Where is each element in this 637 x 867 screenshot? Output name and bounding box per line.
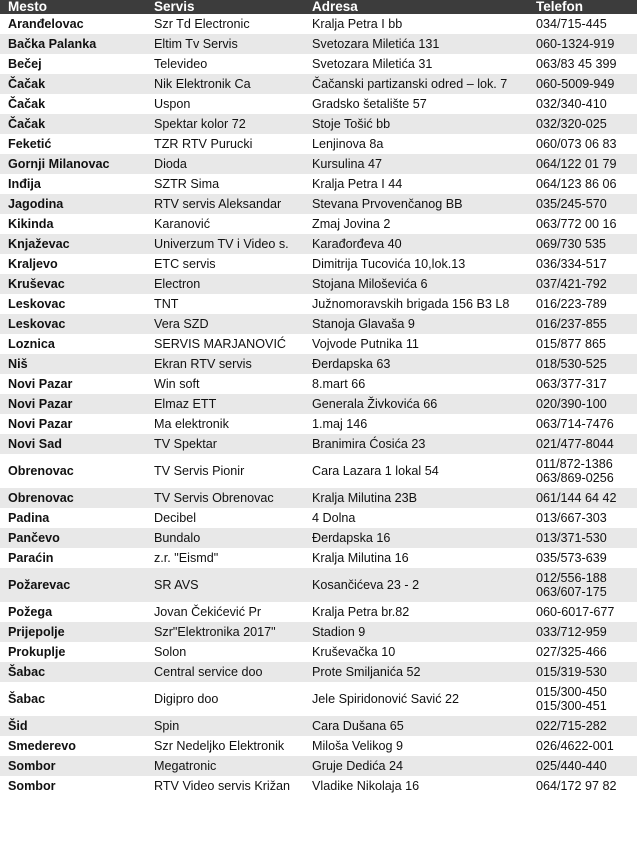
city-cell: Požarevac: [0, 568, 146, 602]
service-cell: Win soft: [146, 374, 304, 394]
table-row: [0, 528, 637, 548]
service-cell: Karanović: [146, 214, 304, 234]
service-cell: Decibel: [146, 508, 304, 528]
address-cell: Dimitrija Tucovića 10,lok.13: [304, 254, 528, 274]
phone-cell: [528, 434, 637, 454]
phone-cell: [528, 154, 637, 174]
table-row: [0, 642, 637, 662]
phone-cell: [528, 74, 637, 94]
phone-number: 033/712-959: [536, 625, 607, 639]
table-row: [0, 394, 637, 414]
city-cell: Padina: [0, 508, 146, 528]
phone-cell: [528, 254, 637, 274]
phone-number: 035/245-570: [536, 197, 607, 211]
service-cell: Bundalo: [146, 528, 304, 548]
phone-cell: [528, 274, 637, 294]
address-cell: Generala Živkovića 66: [304, 394, 528, 414]
address-cell: Čačanski partizanski odred – lok. 7: [304, 74, 528, 94]
phone-cell: [528, 454, 637, 488]
address-cell: Kralja Milutina 23B: [304, 488, 528, 508]
city-cell: Kraljevo: [0, 254, 146, 274]
phone-number: 037/421-792: [536, 277, 607, 291]
table-row: [0, 274, 637, 294]
service-cell: SERVIS MARJANOVIĆ: [146, 334, 304, 354]
city-cell: Obrenovac: [0, 454, 146, 488]
phone-number: 025/440-440: [536, 759, 607, 773]
city-cell: Prijepolje: [0, 622, 146, 642]
phone-number: 021/477-8044: [536, 437, 614, 451]
city-cell: Smederevo: [0, 736, 146, 756]
phone-number: 063/377-317: [536, 377, 607, 391]
phone-number: 063/714-7476: [536, 417, 614, 431]
phone-number: 069/730 535: [536, 237, 607, 251]
phone-number: 015/300-450: [536, 685, 607, 699]
address-cell: Branimira Ćosića 23: [304, 434, 528, 454]
table-row: [0, 294, 637, 314]
address-cell: 1.maj 146: [304, 414, 528, 434]
phone-cell: [528, 234, 637, 254]
city-cell: Bečej: [0, 54, 146, 74]
phone-cell: [528, 682, 637, 716]
phone-cell: [528, 294, 637, 314]
service-cell: Central service doo: [146, 662, 304, 682]
city-cell: Pančevo: [0, 528, 146, 548]
phone-number: 064/172 97 82: [536, 779, 617, 793]
address-cell: Cara Dušana 65: [304, 716, 528, 736]
city-cell: Sombor: [0, 756, 146, 776]
service-cell: TNT: [146, 294, 304, 314]
header-phone: Telefon: [528, 0, 637, 14]
address-cell: Gruje Dedića 24: [304, 756, 528, 776]
city-cell: Čačak: [0, 74, 146, 94]
phone-cell: [528, 716, 637, 736]
phone-cell: [528, 14, 637, 34]
table-row: [0, 662, 637, 682]
address-cell: 8.mart 66: [304, 374, 528, 394]
address-cell: Lenjinova 8a: [304, 134, 528, 154]
table-row: [0, 74, 637, 94]
address-cell: Južnomoravskih brigada 156 B3 L8: [304, 294, 528, 314]
city-cell: Obrenovac: [0, 488, 146, 508]
table-row: [0, 94, 637, 114]
table-row: [0, 154, 637, 174]
service-cell: z.r. "Eismd": [146, 548, 304, 568]
address-cell: Kralja Petra I bb: [304, 14, 528, 34]
phone-cell: [528, 736, 637, 756]
table-row: [0, 756, 637, 776]
phone-number: 064/123 86 06: [536, 177, 617, 191]
address-cell: Svetozara Miletića 131: [304, 34, 528, 54]
table-row: [0, 354, 637, 374]
table-row: [0, 54, 637, 74]
service-cell: Ekran RTV servis: [146, 354, 304, 374]
phone-number: 060-6017-677: [536, 605, 615, 619]
service-cell: Vera SZD: [146, 314, 304, 334]
phone-number: 011/872-1386: [536, 457, 613, 471]
table-row: [0, 434, 637, 454]
table-header: [0, 0, 637, 14]
phone-number: 063/869-0256: [536, 471, 614, 485]
address-cell: Karađorđeva 40: [304, 234, 528, 254]
phone-number: 027/325-466: [536, 645, 607, 659]
service-cell: Dioda: [146, 154, 304, 174]
phone-cell: [528, 354, 637, 374]
address-cell: 4 Dolna: [304, 508, 528, 528]
table-body: [0, 14, 637, 796]
table-row: [0, 488, 637, 508]
city-cell: Novi Pazar: [0, 374, 146, 394]
address-cell: Vojvode Putnika 11: [304, 334, 528, 354]
phone-cell: [528, 776, 637, 796]
phone-cell: [528, 34, 637, 54]
phone-cell: [528, 602, 637, 622]
phone-cell: [528, 622, 637, 642]
city-cell: Novi Pazar: [0, 394, 146, 414]
city-cell: Sombor: [0, 776, 146, 796]
phone-cell: [528, 642, 637, 662]
phone-number: 063/607-175: [536, 585, 607, 599]
phone-cell: [528, 54, 637, 74]
address-cell: Stoje Tošić bb: [304, 114, 528, 134]
phone-cell: [528, 334, 637, 354]
city-cell: Gornji Milanovac: [0, 154, 146, 174]
city-cell: Leskovac: [0, 294, 146, 314]
service-cell: Szr Nedeljko Elektronik: [146, 736, 304, 756]
service-cell: Nik Elektronik Ca: [146, 74, 304, 94]
table-row: [0, 194, 637, 214]
address-cell: Kursulina 47: [304, 154, 528, 174]
table-row: [0, 548, 637, 568]
service-cell: Szr Td Electronic: [146, 14, 304, 34]
service-cell: TZR RTV Purucki: [146, 134, 304, 154]
phone-cell: [528, 662, 637, 682]
address-cell: Kralja Milutina 16: [304, 548, 528, 568]
phone-cell: [528, 548, 637, 568]
address-cell: Stevana Prvovenčanog BB: [304, 194, 528, 214]
phone-cell: [528, 94, 637, 114]
table-row: [0, 776, 637, 796]
phone-number: 026/4622-001: [536, 739, 614, 753]
phone-cell: [528, 314, 637, 334]
phone-number: 016/223-789: [536, 297, 607, 311]
service-cell: ETC servis: [146, 254, 304, 274]
service-cell: Jovan Čekićević Pr: [146, 602, 304, 622]
phone-cell: [528, 134, 637, 154]
service-cell: Eltim Tv Servis: [146, 34, 304, 54]
city-cell: Prokuplje: [0, 642, 146, 662]
address-cell: Đerdapska 63: [304, 354, 528, 374]
service-cell: TV Servis Obrenovac: [146, 488, 304, 508]
service-cell: TV Servis Pionir: [146, 454, 304, 488]
city-cell: Loznica: [0, 334, 146, 354]
city-cell: Knjaževac: [0, 234, 146, 254]
phone-number: 034/715-445: [536, 17, 607, 31]
address-cell: Kruševačka 10: [304, 642, 528, 662]
phone-number: 063/772 00 16: [536, 217, 617, 231]
service-cell: Uspon: [146, 94, 304, 114]
address-cell: Stadion 9: [304, 622, 528, 642]
header-address: Adresa: [304, 0, 528, 14]
phone-number: 060-5009-949: [536, 77, 615, 91]
table-row: [0, 508, 637, 528]
city-cell: Novi Pazar: [0, 414, 146, 434]
phone-cell: [528, 394, 637, 414]
table-row: [0, 682, 637, 716]
service-cell: TV Spektar: [146, 434, 304, 454]
city-cell: Aranđelovac: [0, 14, 146, 34]
table-row: [0, 314, 637, 334]
address-cell: Miloša Velikog 9: [304, 736, 528, 756]
phone-number: 064/122 01 79: [536, 157, 617, 171]
address-cell: Prote Smiljanića 52: [304, 662, 528, 682]
service-cell: Solon: [146, 642, 304, 662]
city-cell: Šid: [0, 716, 146, 736]
service-cell: Spektar kolor 72: [146, 114, 304, 134]
phone-cell: [528, 194, 637, 214]
service-cell: RTV servis Aleksandar: [146, 194, 304, 214]
address-cell: Kosančićeva 23 - 2: [304, 568, 528, 602]
address-cell: Gradsko šetalište 57: [304, 94, 528, 114]
service-cell: Megatronic: [146, 756, 304, 776]
phone-cell: [528, 756, 637, 776]
address-cell: Svetozara Miletića 31: [304, 54, 528, 74]
city-cell: Inđija: [0, 174, 146, 194]
city-cell: Kikinda: [0, 214, 146, 234]
table-row: [0, 134, 637, 154]
phone-number: 013/667-303: [536, 511, 607, 525]
phone-number: 032/320-025: [536, 117, 607, 131]
city-cell: Čačak: [0, 114, 146, 134]
service-cell: Electron: [146, 274, 304, 294]
phone-cell: [528, 568, 637, 602]
service-cell: SZTR Sima: [146, 174, 304, 194]
phone-cell: [528, 114, 637, 134]
service-cell: Digipro doo: [146, 682, 304, 716]
phone-cell: [528, 414, 637, 434]
city-cell: Niš: [0, 354, 146, 374]
header-service: Servis: [146, 0, 304, 14]
city-cell: Leskovac: [0, 314, 146, 334]
service-cell: Elmaz ETT: [146, 394, 304, 414]
phone-number: 018/530-525: [536, 357, 607, 371]
phone-number: 060/073 06 83: [536, 137, 617, 151]
service-cell: RTV Video servis Križan: [146, 776, 304, 796]
table-row: [0, 254, 637, 274]
header-row: [0, 0, 637, 14]
address-cell: Stanoja Glavaša 9: [304, 314, 528, 334]
table-row: [0, 454, 637, 488]
city-cell: Paraćin: [0, 548, 146, 568]
header-city: Mesto: [0, 0, 146, 14]
city-cell: Šabac: [0, 682, 146, 716]
address-cell: Vladike Nikolaja 16: [304, 776, 528, 796]
phone-number: 036/334-517: [536, 257, 607, 271]
phone-number: 015/319-530: [536, 665, 607, 679]
phone-number: 020/390-100: [536, 397, 607, 411]
table-row: [0, 14, 637, 34]
service-cell: Univerzum TV i Video s.: [146, 234, 304, 254]
phone-number: 061/144 64 42: [536, 491, 617, 505]
phone-number: 012/556-188: [536, 571, 607, 585]
service-cell: SR AVS: [146, 568, 304, 602]
phone-cell: [528, 174, 637, 194]
address-cell: Kralja Petra I 44: [304, 174, 528, 194]
phone-cell: [528, 528, 637, 548]
phone-cell: [528, 508, 637, 528]
phone-number: 015/300-451: [536, 699, 607, 713]
table-row: [0, 114, 637, 134]
table-row: [0, 214, 637, 234]
phone-number: 022/715-282: [536, 719, 607, 733]
service-cell: Szr"Elektronika 2017": [146, 622, 304, 642]
address-cell: Zmaj Jovina 2: [304, 214, 528, 234]
city-cell: Čačak: [0, 94, 146, 114]
phone-number: 016/237-855: [536, 317, 607, 331]
city-cell: Novi Sad: [0, 434, 146, 454]
table-row: [0, 716, 637, 736]
table-row: [0, 34, 637, 54]
phone-cell: [528, 214, 637, 234]
address-cell: Đerdapska 16: [304, 528, 528, 548]
table-row: [0, 622, 637, 642]
table-row: [0, 174, 637, 194]
table-row: [0, 414, 637, 434]
address-cell: Kralja Petra br.82: [304, 602, 528, 622]
phone-cell: [528, 374, 637, 394]
city-cell: Feketić: [0, 134, 146, 154]
service-cell: Televideo: [146, 54, 304, 74]
city-cell: Bačka Palanka: [0, 34, 146, 54]
phone-cell: [528, 488, 637, 508]
table-row: [0, 374, 637, 394]
table-row: [0, 234, 637, 254]
phone-number: 032/340-410: [536, 97, 607, 111]
table-row: [0, 736, 637, 756]
service-cell: Spin: [146, 716, 304, 736]
city-cell: Šabac: [0, 662, 146, 682]
phone-number: 063/83 45 399: [536, 57, 617, 71]
table-row: [0, 334, 637, 354]
address-cell: Cara Lazara 1 lokal 54: [304, 454, 528, 488]
address-cell: Jele Spiridonović Savić 22: [304, 682, 528, 716]
city-cell: Kruševac: [0, 274, 146, 294]
city-cell: Jagodina: [0, 194, 146, 214]
address-cell: Stojana Miloševića 6: [304, 274, 528, 294]
service-cell: Ma elektronik: [146, 414, 304, 434]
table-row: [0, 568, 637, 602]
phone-number: 015/877 865: [536, 337, 607, 351]
city-cell: Požega: [0, 602, 146, 622]
phone-number: 035/573-639: [536, 551, 607, 565]
phone-number: 013/371-530: [536, 531, 607, 545]
table-row: [0, 602, 637, 622]
phone-number: 060-1324-919: [536, 37, 615, 51]
